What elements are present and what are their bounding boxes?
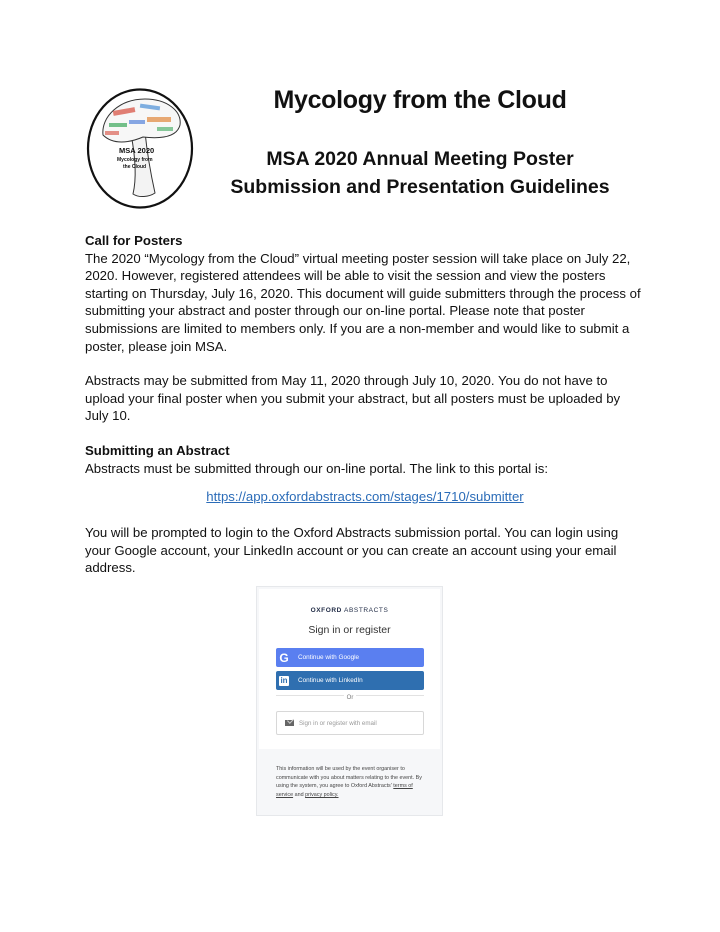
page-title: Mycology from the Cloud — [273, 86, 567, 114]
oxford-abstracts-brand — [259, 607, 440, 614]
linkedin-icon: in — [280, 675, 288, 685]
section-login-info — [85, 524, 645, 577]
section-paragraph: Abstracts may be submitted from May 11, 2020 through July 10, 2020. You do not have to upload your final poster when you submit your abstract, but all posters must be uploaded by July 10. — [85, 373, 621, 424]
subtitle-line-1: MSA 2020 Annual Meeting Poster — [266, 148, 574, 170]
or-label: Or — [344, 695, 357, 701]
page-subtitle — [200, 145, 640, 201]
brand-bold: OXFORD — [310, 607, 342, 614]
envelope-icon — [285, 720, 294, 726]
email-signin-field[interactable] — [276, 711, 424, 735]
subtitle-line-2: Submission and Presentation Guidelines — [230, 176, 610, 198]
section-call-for-posters — [85, 232, 645, 355]
portal-link-line — [85, 489, 645, 504]
logo-text-cloud: the Cloud — [123, 164, 147, 170]
section-paragraph: You will be prompted to login to the Oxford Abstracts submission portal. You can login using your Google account, your LinkedIn account or you can create an account using your email address. — [85, 525, 619, 576]
section-paragraph: Abstracts must be submitted through our on-line portal. The link to this portal is: — [85, 460, 549, 476]
and-text: and — [293, 791, 306, 798]
section-heading: Submitting an Abstract — [85, 443, 230, 458]
oxford-abstracts-signin-screenshot — [256, 586, 443, 816]
google-icon: G — [279, 650, 289, 665]
section-heading: Call for Posters — [85, 233, 183, 248]
signin-title: Sign in or register — [308, 624, 391, 636]
mushroom-logo-icon — [85, 87, 195, 210]
section-submitting-abstract — [85, 442, 645, 477]
email-placeholder: Sign in or register with email — [299, 719, 377, 727]
section-submission-dates — [85, 372, 645, 425]
privacy-policy-link[interactable]: privacy policy. — [305, 791, 339, 798]
msa-mushroom-logo — [85, 87, 195, 210]
portal-link[interactable]: https://app.oxfordabstracts.com/stages/1710/submitter — [206, 489, 524, 504]
terms-of-service-link[interactable]: terms of service — [276, 783, 413, 798]
signin-panel — [259, 589, 440, 749]
privacy-notice-text: This information will be used by the event organiser to communicate with you about matters relating to the event. By using the system, you agree to Oxford Abstracts' — [276, 766, 422, 790]
section-paragraph: The 2020 “Mycology from the Cloud” virtual meeting poster session will take place on July 22, 2020. However, registered attendees will be able to visit the session and view the posters starting on Thursday, July 16, 2020. This document will guide submitters through the process of submitting your abstract and poster through our on-line portal. Please note that poster submissions are limited to members only. If you are a non-member and would like to submit a poster, please join MSA. — [85, 250, 641, 354]
privacy-notice — [276, 765, 428, 799]
linkedin-button-label: Continue with LinkedIn — [298, 677, 363, 684]
continue-with-linkedin-button[interactable] — [276, 671, 424, 690]
logo-text-mycology: Mycology from — [117, 157, 153, 163]
logo-text-msa: MSA 2020 — [119, 146, 155, 155]
continue-with-google-button[interactable] — [276, 648, 424, 667]
google-button-label: Continue with Google — [298, 654, 360, 661]
brand-rest: ABSTRACTS — [341, 607, 389, 614]
or-divider — [276, 693, 424, 703]
